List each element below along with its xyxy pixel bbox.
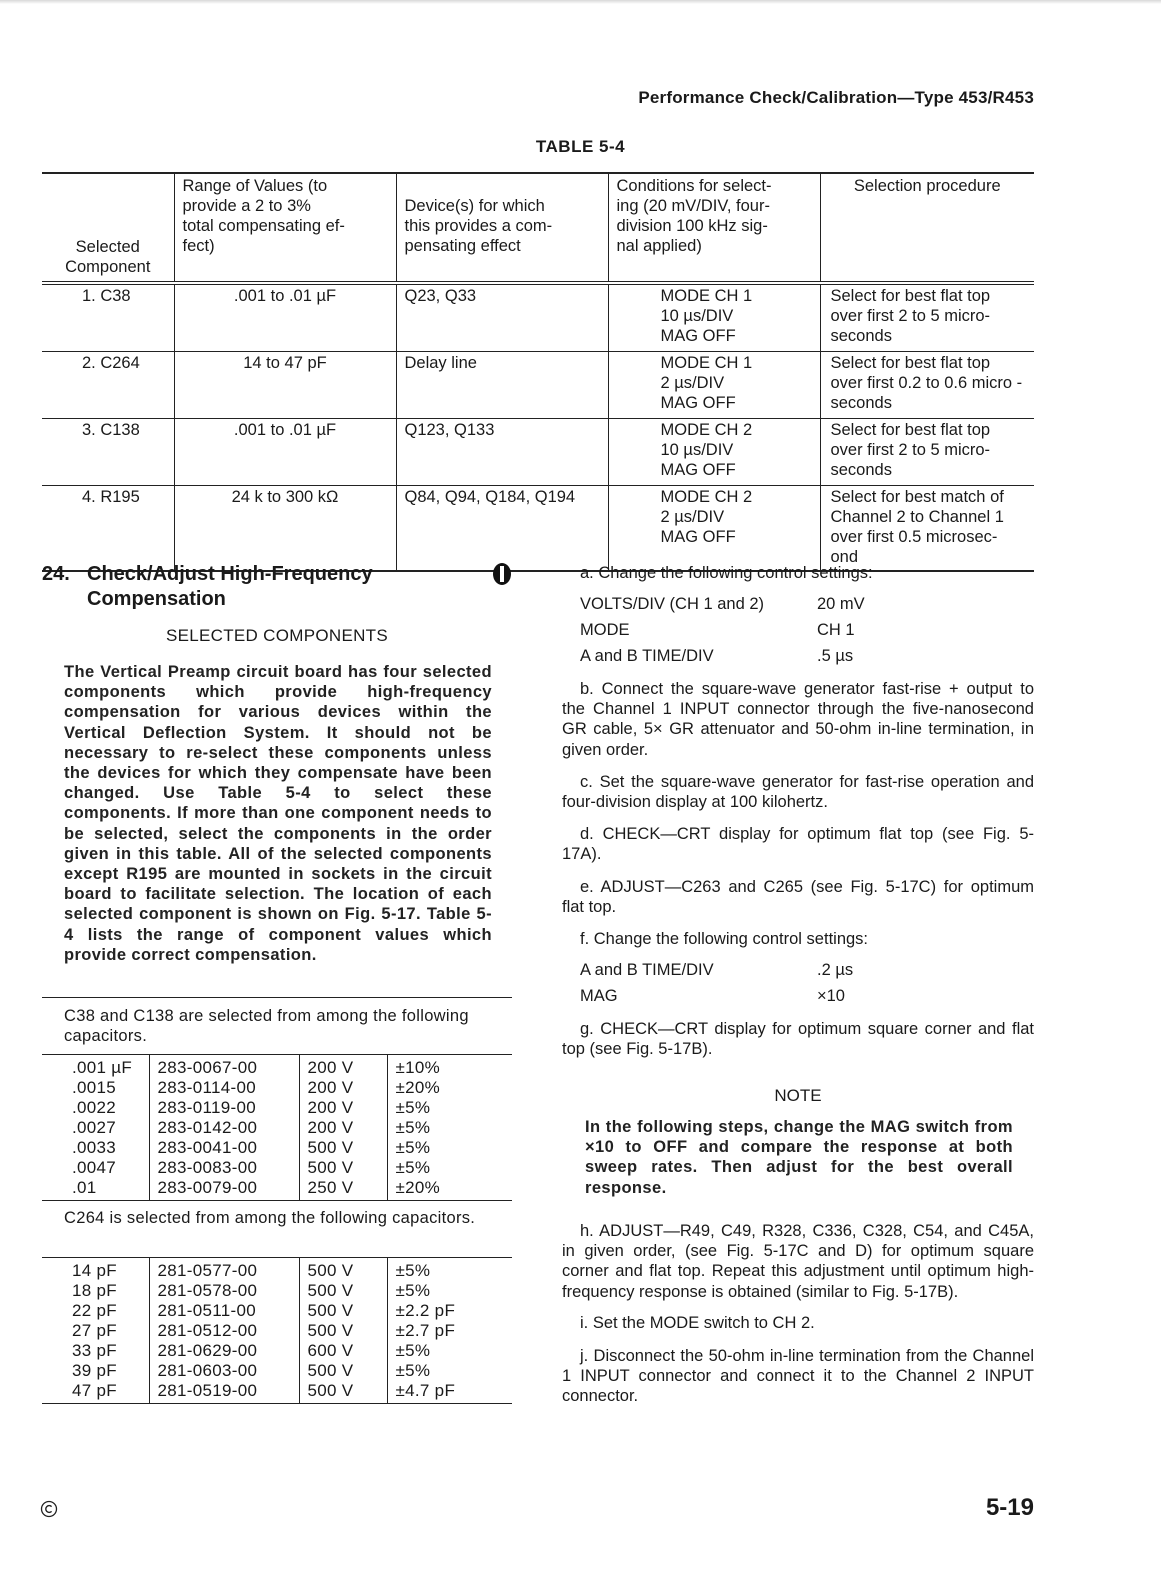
cell-tolerance: ±5% (387, 1341, 512, 1361)
cell-line: seconds (830, 327, 892, 345)
cell-part-number: 281-0519-00 (149, 1381, 299, 1404)
cell-tolerance: ±5% (387, 1138, 512, 1158)
cell-voltage: 500 V (299, 1361, 387, 1381)
cell-line: seconds (830, 394, 892, 412)
cell-component: 3. C138 (82, 421, 140, 439)
cell-tolerance: ±5% (387, 1281, 512, 1301)
cell-conditions (608, 352, 820, 419)
cell-line: Select for best flat top (830, 287, 991, 305)
cell-part-number: 281-0578-00 (149, 1281, 299, 1301)
setting-row: A and B TIME/DIV .2 µs (580, 961, 854, 979)
cell-value: .01 (72, 1178, 97, 1197)
step-g: g. CHECK—CRT display for optimum square corner and flat top (see Fig. 5-17B). (562, 1020, 1034, 1059)
cap-table-1-rule (42, 997, 512, 998)
table-row (42, 1078, 512, 1098)
cell-line: MAG OFF (660, 394, 736, 412)
cell-value: .0022 (72, 1098, 117, 1117)
table-row (42, 1118, 512, 1138)
cell-value: 39 pF (72, 1361, 117, 1380)
cell-value: 18 pF (72, 1281, 117, 1300)
cell-tolerance: ±5% (387, 1258, 512, 1282)
cell-component: 1. C38 (82, 287, 131, 305)
cell-line: MAG OFF (660, 461, 736, 479)
note-body: In the following steps, change the MAG switch from ×10 to OFF and compare the response at both sweep rates. Then adjust for the best overall response. (585, 1118, 1013, 1197)
cell-value: .0027 (72, 1118, 117, 1137)
cell-value: .0033 (72, 1138, 117, 1157)
step-i: i. Set the MODE switch to CH 2. (580, 1314, 815, 1332)
cell-tolerance: ±20% (387, 1178, 512, 1201)
section-number: 24. (42, 563, 70, 585)
cell-part-number: 283-0079-00 (149, 1178, 299, 1201)
table-row (42, 1138, 512, 1158)
table-row (42, 1321, 512, 1341)
setting-row: VOLTS/DIV (CH 1 and 2) 20 mV (580, 595, 865, 613)
setting-row: MAG ×10 (580, 987, 845, 1005)
cell-value: 27 pF (72, 1321, 117, 1340)
col-header-component: Selected Component (65, 238, 151, 276)
table-row (42, 1281, 512, 1301)
cell-voltage: 500 V (299, 1258, 387, 1282)
cell-voltage: 200 V (299, 1055, 387, 1079)
step-a: a. Change the following control settings: (580, 564, 873, 582)
section-title-line2: Compensation (87, 588, 226, 610)
table-row (42, 1098, 512, 1118)
cell-voltage: 200 V (299, 1078, 387, 1098)
cell-value: 33 pF (72, 1341, 117, 1360)
cell-part-number: 283-0142-00 (149, 1118, 299, 1138)
cell-range: 24 k to 300 kΩ (174, 486, 396, 572)
cell-conditions (608, 486, 820, 572)
cell-tolerance: ±2.2 pF (387, 1301, 512, 1321)
cell-devices: Delay line (396, 352, 608, 419)
table-title: TABLE 5-4 (535, 137, 626, 156)
table-row (42, 486, 1034, 572)
step-e: e. ADJUST—C263 and C265 (see Fig. 5-17C) for optimum flat top. (562, 878, 1034, 917)
cell-procedure (820, 486, 1034, 572)
table-row (42, 1258, 512, 1282)
cell-procedure (820, 352, 1034, 419)
scan-edge-shading (0, 0, 1161, 4)
section-title-line1: Check/Adjust High-Frequency (87, 563, 373, 585)
cell-part-number: 281-0603-00 (149, 1361, 299, 1381)
cell-part-number: 283-0067-00 (149, 1055, 299, 1079)
cell-line: over first 0.2 to 0.6 micro - (830, 374, 1023, 392)
cell-part-number: 283-0041-00 (149, 1138, 299, 1158)
cell-component: 4. R195 (82, 488, 140, 506)
setting-row: MODE CH 1 (580, 621, 855, 639)
table-row (42, 283, 1034, 352)
table-row (42, 1361, 512, 1381)
cell-range: .001 to .01 µF (174, 283, 396, 352)
cell-voltage: 500 V (299, 1138, 387, 1158)
copyright-icon (40, 1500, 58, 1518)
cell-line: over first 0.5 microsec- (830, 528, 998, 546)
cell-value: .001 µF (72, 1058, 133, 1077)
cell-value: .0015 (72, 1078, 117, 1097)
cell-part-number: 283-0114-00 (149, 1078, 299, 1098)
cell-part-number: 283-0083-00 (149, 1158, 299, 1178)
cell-line: Select for best flat top (830, 354, 991, 372)
table-row (42, 1055, 512, 1079)
table-row (42, 1381, 512, 1404)
note-title: NOTE (774, 1086, 822, 1105)
table-row (42, 1158, 512, 1178)
cell-value: 14 pF (72, 1261, 117, 1280)
cell-voltage: 250 V (299, 1178, 387, 1201)
cell-line: Select for best match of (830, 488, 1004, 506)
cell-part-number: 281-0577-00 (149, 1258, 299, 1282)
cell-line: 10 µs/DIV (660, 307, 734, 325)
cap-table-1-note: C38 and C138 are selected from among the following capacitors. (64, 1007, 469, 1045)
col-header-procedure: Selection procedure (820, 173, 1034, 283)
col-header-conditions: Conditions for select- ing (20 mV/DIV, four- division 100 kHz sig- nal applied) (608, 173, 820, 283)
settings-a (580, 591, 865, 669)
cell-line: over first 2 to 5 micro- (830, 441, 991, 459)
cell-part-number: 283-0119-00 (149, 1098, 299, 1118)
cell-voltage: 200 V (299, 1118, 387, 1138)
selected-components-subheading: SELECTED COMPONENTS (165, 626, 388, 645)
step-b: b. Connect the square-wave generator fast-rise + output to the Channel 1 INPUT connector through the five-nanosecond GR cable, 5× GR attenuator and 50-ohm in-line termination, in given order. (562, 680, 1034, 759)
step-f: f. Change the following control settings: (580, 930, 869, 948)
cell-procedure (820, 283, 1034, 352)
capacitor-table-c38 (42, 1054, 512, 1201)
cell-line: ond (830, 548, 859, 566)
cell-line: MODE CH 1 (660, 287, 753, 305)
selected-components-table (42, 172, 1034, 572)
cell-part-number: 281-0511-00 (149, 1301, 299, 1321)
cell-voltage: 600 V (299, 1341, 387, 1361)
setting-row: A and B TIME/DIV .5 µs (580, 647, 854, 665)
cell-tolerance: ±4.7 pF (387, 1381, 512, 1404)
cell-line: 10 µs/DIV (660, 441, 734, 459)
circled-adjust-icon (490, 562, 514, 586)
cell-devices: Q123, Q133 (396, 419, 608, 486)
cell-line: MODE CH 2 (660, 488, 753, 506)
cell-procedure (820, 419, 1034, 486)
step-c: c. Set the square-wave generator for fast-rise operation and four-division display at 100 kilohertz. (562, 773, 1034, 812)
table-row (42, 1178, 512, 1201)
cell-devices: Q23, Q33 (396, 283, 608, 352)
cap-table-2-note: C264 is selected from among the following capacitors. (64, 1209, 476, 1227)
cell-conditions (608, 283, 820, 352)
cell-voltage: 200 V (299, 1098, 387, 1118)
cell-tolerance: ±20% (387, 1078, 512, 1098)
step-d: d. CHECK—CRT display for optimum flat top (see Fig. 5-17A). (562, 825, 1034, 864)
table-row (42, 419, 1034, 486)
table-row (42, 1301, 512, 1321)
cell-value: 47 pF (72, 1381, 117, 1400)
step-h: h. ADJUST—R49, C49, R328, C336, C328, C54, and C45A, in given order, (see Fig. 5-17C and D) for optimum square corner and flat top. Repeat this adjustment until optimum high-frequency response is obtained (similar to Fig. 5-17B). (562, 1222, 1034, 1301)
page-number: 5-19 (985, 1494, 1034, 1521)
capacitor-table-c264 (42, 1257, 512, 1404)
cell-line: MODE CH 2 (660, 421, 753, 439)
cell-component: 2. C264 (82, 354, 140, 372)
cell-range: 14 to 47 pF (174, 352, 396, 419)
intro-paragraph: The Vertical Preamp circuit board has four selected components which provide high-frequency compensation for various devices within the Vertical Deflection System. It should not be necessary to re-select these components unless the devices for which they compensate have been changed. Use Table 5-4 to select these components. If more than one component needs to be selected, select the components in the order given in this table. All of the selected components except R195 are mounted in sockets in the circuit board to facilitate selection. The location of each selected component is shown on Fig. 5-17. Table 5-4 lists the range of component values which provide correct compensation. (64, 663, 492, 964)
cell-part-number: 281-0629-00 (149, 1341, 299, 1361)
cell-voltage: 500 V (299, 1301, 387, 1321)
cell-line: Select for best flat top (830, 421, 991, 439)
cell-tolerance: ±2.7 pF (387, 1321, 512, 1341)
cell-conditions (608, 419, 820, 486)
cell-line: seconds (830, 461, 892, 479)
cell-devices: Q84, Q94, Q184, Q194 (396, 486, 608, 572)
cell-line: Channel 2 to Channel 1 (830, 508, 1004, 526)
cell-part-number: 281-0512-00 (149, 1321, 299, 1341)
step-j: j. Disconnect the 50-ohm in-line termination from the Channel 1 INPUT connector and connect it to the Channel 2 INPUT connector. (562, 1347, 1034, 1406)
cell-voltage: 500 V (299, 1381, 387, 1404)
cell-tolerance: ±5% (387, 1118, 512, 1138)
col-header-devices: Device(s) for which this provides a com- pensating effect (396, 173, 608, 283)
cell-line: MAG OFF (660, 528, 736, 546)
cell-tolerance: ±10% (387, 1055, 512, 1079)
table-row (42, 352, 1034, 419)
cell-voltage: 500 V (299, 1281, 387, 1301)
cell-line: over first 2 to 5 micro- (830, 307, 991, 325)
cell-tolerance: ±5% (387, 1098, 512, 1118)
cell-line: MODE CH 1 (660, 354, 753, 372)
table-header-row (42, 173, 1034, 283)
cell-line: 2 µs/DIV (660, 508, 725, 526)
cell-voltage: 500 V (299, 1321, 387, 1341)
col-header-range: Range of Values (to provide a 2 to 3% total compensating ef- fect) (174, 173, 396, 283)
running-header: Performance Check/Calibration—Type 453/R453 (638, 88, 1034, 107)
table-row (42, 1341, 512, 1361)
settings-f (580, 957, 853, 1009)
cell-tolerance: ±5% (387, 1361, 512, 1381)
cell-line: MAG OFF (660, 327, 736, 345)
cell-range: .001 to .01 µF (174, 419, 396, 486)
cell-voltage: 500 V (299, 1158, 387, 1178)
cell-line: 2 µs/DIV (660, 374, 725, 392)
cell-value: 22 pF (72, 1301, 117, 1320)
cell-tolerance: ±5% (387, 1158, 512, 1178)
section-heading (42, 562, 373, 612)
cell-value: .0047 (72, 1158, 117, 1177)
